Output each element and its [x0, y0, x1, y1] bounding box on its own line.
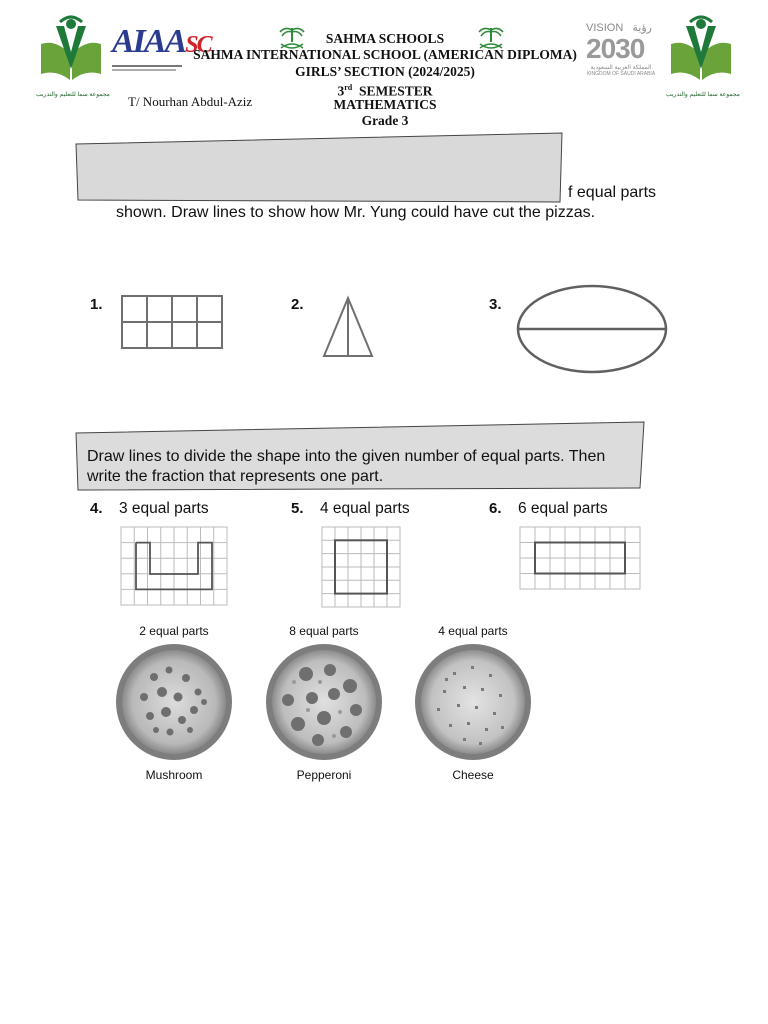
grid-rectangle-shape: [519, 526, 643, 592]
cheese-pizza-image: [413, 642, 533, 762]
school-name: SAHMA SCHOOLS: [325, 31, 445, 46]
grid-square-shape: [321, 526, 403, 610]
item-5-label: 4 equal parts: [320, 500, 410, 517]
aiaa-logo-text: AIAA: [112, 23, 186, 60]
oval-shape: [514, 282, 670, 376]
vision-sub-arabic: المملكة العربية السعودية: [590, 65, 652, 71]
gray-cover-banner-top: [74, 130, 568, 204]
item-number-5: 5.: [291, 500, 304, 517]
grade-title: Grade 3: [361, 113, 409, 128]
subject-title: MATHEMATICS: [333, 97, 437, 112]
pizza-1-parts: 2 equal parts: [139, 624, 209, 638]
right-logo-caption: مجموعة سما للتعليم والتدريب: [666, 92, 740, 98]
grid-u-shape: [120, 526, 230, 608]
task1-instruction-line2: shown. Draw lines to show how Mr. Yung could have cut the pizzas.: [116, 204, 596, 221]
sc-logo-text: SC: [185, 32, 211, 58]
item-number-4: 4.: [90, 500, 103, 517]
teacher-name: T/ Nourhan Abdul-Aziz: [128, 94, 253, 109]
pizza-3-parts: 4 equal parts: [438, 624, 508, 638]
semester-word: SEMESTER: [358, 83, 433, 99]
item-number-6: 6.: [489, 500, 502, 517]
pizza-2-parts: 8 equal parts: [289, 624, 359, 638]
mushroom-pizza-image: [114, 642, 234, 762]
item-6-label: 6 equal parts: [518, 500, 608, 517]
item-number-2: 2.: [291, 296, 304, 313]
item-4-label: 3 equal parts: [119, 500, 209, 517]
vision-arabic: رؤية: [632, 22, 652, 34]
section-title: GIRLS’ SECTION (2024/2025): [295, 64, 475, 79]
section2-instruction: Draw lines to divide the shape into the given number of equal parts. Then write the fraction that represents one part.: [87, 448, 606, 485]
semester-number: 3: [337, 83, 345, 99]
pizza-1-name: Mushroom: [145, 768, 203, 782]
semester-ordinal: rd: [344, 83, 353, 92]
vision-word: VISION: [586, 22, 624, 34]
book-tree-icon: [666, 14, 736, 94]
school-full-name: SAHMA INTERNATIONAL SCHOOL (AMERICAN DIPLOMA): [193, 47, 577, 62]
item-number-3: 3.: [489, 296, 502, 313]
book-tree-icon: [36, 14, 106, 94]
pepperoni-pizza-image: [264, 642, 384, 762]
vision-sub-english: KINGDOM OF SAUDI ARABIA: [586, 71, 656, 77]
task1-text-visible-fragment: f equal parts: [568, 184, 657, 201]
pizza-2-name: Pepperoni: [296, 768, 352, 782]
left-logo-caption: مجموعة سما للتعليم والتدريب: [36, 92, 110, 98]
rectangle-grid-shape: [120, 294, 224, 352]
sahma-logo-right: [666, 14, 740, 98]
vision-year: 2030: [586, 33, 645, 64]
sahma-logo-left: [36, 14, 110, 98]
triangle-shape: [320, 294, 376, 360]
pizza-3-name: Cheese: [452, 768, 494, 782]
item-number-1: 1.: [90, 296, 103, 313]
